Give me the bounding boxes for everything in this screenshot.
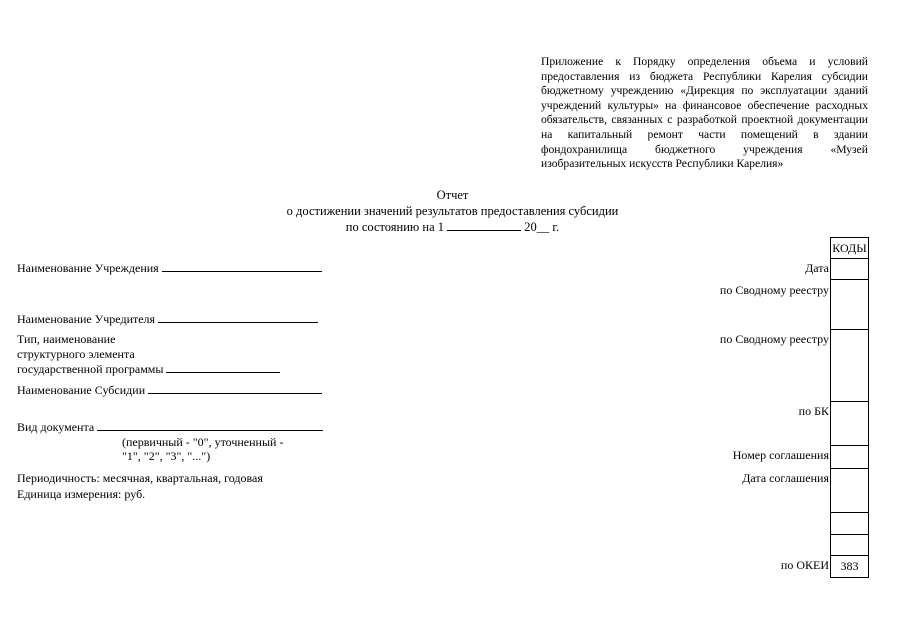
- as-of-date-field[interactable]: [447, 220, 521, 231]
- unit-text: Единица измерения: руб.: [17, 487, 146, 501]
- registry-label-1: по Сводному реестру: [719, 283, 829, 297]
- code-cell-okei: 383: [830, 556, 869, 578]
- program-input[interactable]: [166, 362, 280, 373]
- subsidy-label: Наименование Субсидии: [17, 383, 146, 397]
- as-of-prefix: по состоянию на 1: [345, 220, 445, 234]
- code-cell-extra-1[interactable]: [830, 513, 869, 535]
- code-cell-registry-2[interactable]: [830, 330, 869, 402]
- institution-field: [17, 261, 322, 276]
- codes-table: [830, 237, 869, 578]
- code-cell-agreement-number[interactable]: [830, 446, 869, 469]
- doc-type-hint-line1: (первичный - "0", уточненный -: [122, 435, 284, 449]
- periodicity-text: Периодичность: месячная, квартальная, годовая: [17, 471, 263, 485]
- code-cell-registry-1[interactable]: [830, 280, 869, 330]
- bk-label: по БК: [798, 404, 829, 418]
- okei-label: по ОКЕИ: [780, 558, 829, 572]
- doc-type-hint-line2: "1", "2", "3", "..."): [122, 449, 211, 463]
- subsidy-input[interactable]: [148, 383, 322, 394]
- program-field: [17, 332, 280, 377]
- registry-label-2: по Сводному реестру: [719, 332, 829, 346]
- founder-label: Наименование Учредителя: [17, 312, 156, 326]
- report-subtitle: о достижении значений результатов предоставления субсидии: [286, 204, 619, 218]
- founder-input[interactable]: [158, 312, 318, 323]
- program-label-line3: государственной программы: [17, 362, 164, 376]
- founder-field: [17, 312, 318, 327]
- program-label-line1: Тип, наименование: [17, 332, 116, 346]
- code-cell-agreement-date[interactable]: [830, 469, 869, 513]
- as-of-year: 20__ г.: [524, 220, 560, 234]
- doc-type-field: [17, 420, 323, 435]
- program-label-line2: структурного элемента: [17, 347, 135, 361]
- institution-input[interactable]: [162, 261, 322, 272]
- agreement-date-label: Дата соглашения: [742, 471, 829, 485]
- codes-header: КОДЫ: [830, 237, 869, 259]
- doc-type-label: Вид документа: [17, 420, 95, 434]
- code-cell-bk[interactable]: [830, 402, 869, 446]
- institution-label: Наименование Учреждения: [17, 261, 159, 275]
- report-as-of: [0, 220, 905, 235]
- agreement-number-label: Номер соглашения: [732, 448, 829, 462]
- code-cell-extra-2[interactable]: [830, 535, 869, 556]
- code-cell-date[interactable]: [830, 259, 869, 280]
- doc-type-hint: [122, 435, 283, 463]
- report-title: Отчет: [436, 188, 469, 202]
- subsidy-field: [17, 383, 322, 398]
- doc-type-input[interactable]: [97, 420, 323, 431]
- appendix-note: Приложение к Порядку определения объема и условий предоставления из бюджета Республики Карелия субсидии бюджетному учреждению «Дирекция по эксплуатации зданий учреждений культуры» на финансовое обеспечение расходных обязательств, связанных с разработкой проектной документации на капитальный ремонт части помещений в здании фондохранилища бюджетного учреждения «Музей изобразительных искусств Республики Карелия»: [541, 55, 868, 171]
- date-label: Дата: [805, 261, 829, 275]
